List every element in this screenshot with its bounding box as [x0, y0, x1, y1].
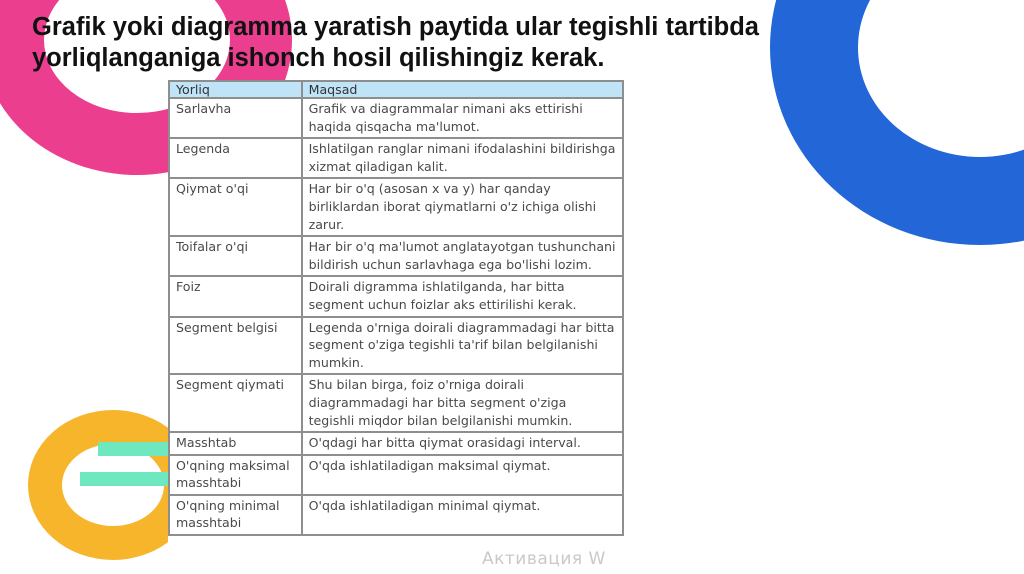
column-header-purpose: Maqsad — [302, 81, 623, 98]
table-row — [169, 276, 623, 316]
row-label: Foiz — [169, 276, 302, 316]
table-row — [169, 236, 623, 276]
row-label: O'qning minimal masshtabi — [169, 495, 302, 535]
row-purpose: O'qda ishlatiladigan maksimal qiymat. — [302, 455, 623, 495]
table-row — [169, 178, 623, 236]
table-row — [169, 495, 623, 535]
row-label: O'qning maksimal masshtabi — [169, 455, 302, 495]
row-purpose: Ishlatilgan ranglar nimani ifodalashini bildirishga xizmat qiladigan kalit. — [302, 138, 623, 178]
row-purpose: Doirali digramma ishlatilganda, har bitta segment uchun foizlar aks ettirilishi kerak. — [302, 276, 623, 316]
slide-heading-line2: yorliqlanganiga ishonch hosil qilishingiz kerak. — [32, 44, 605, 72]
label-purpose-table-image — [168, 80, 624, 574]
table-row — [169, 374, 623, 432]
row-label: Toifalar o'qi — [169, 236, 302, 276]
row-label: Masshtab — [169, 432, 302, 455]
slide-heading-line1: Grafik yoki diagramma yaratish paytida ular tegishli tartibda — [32, 13, 759, 41]
row-purpose: Har bir o'q ma'lumot anglatayotgan tushunchani bildirish uchun sarlavhaga ega bo'lishi lozim. — [302, 236, 623, 276]
row-purpose: Grafik va diagrammalar nimani aks ettirishi haqida qisqacha ma'lumot. — [302, 98, 623, 138]
decorative-green-bar — [80, 472, 180, 486]
row-label: Sarlavha — [169, 98, 302, 138]
column-header-label: Yorliq — [169, 81, 302, 98]
slide-heading — [32, 12, 932, 74]
label-purpose-table — [168, 80, 624, 536]
row-purpose: Legenda o'rniga doirali diagrammadagi har bitta segment o'ziga tegishli ta'rif bilan belgilanishi mumkin. — [302, 317, 623, 375]
activation-watermark: Активация W — [482, 549, 606, 569]
row-label: Segment qiymati — [169, 374, 302, 432]
row-purpose: Shu bilan birga, foiz o'rniga doirali diagrammadagi har bitta segment o'ziga tegishli miqdor bilan belgilanishi mumkin. — [302, 374, 623, 432]
table-row — [169, 317, 623, 375]
row-purpose: O'qdagi har bitta qiymat orasidagi interval. — [302, 432, 623, 455]
row-label: Segment belgisi — [169, 317, 302, 375]
table-row — [169, 455, 623, 495]
row-label: Qiymat o'qi — [169, 178, 302, 236]
table-row — [169, 138, 623, 178]
table-row — [169, 98, 623, 138]
row-purpose: O'qda ishlatiladigan minimal qiymat. — [302, 495, 623, 535]
row-purpose: Har bir o'q (asosan x va y) har qanday birliklardan iborat qiymatlarni o'z ichiga olishi zarur. — [302, 178, 623, 236]
row-label: Legenda — [169, 138, 302, 178]
table-row — [169, 432, 623, 455]
table-header-row — [169, 81, 623, 98]
